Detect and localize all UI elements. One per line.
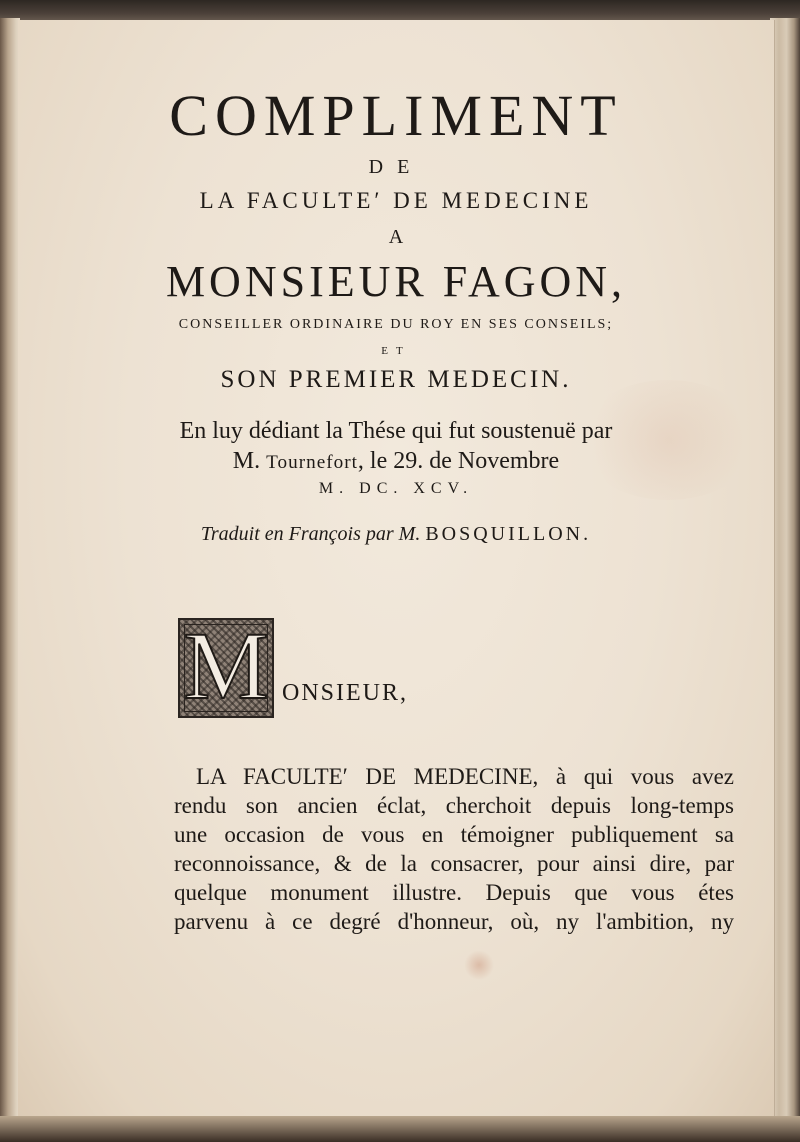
title-conseiller: CONSEILLER ORDINAIRE DU ROY EN SES CONSEILS; [178,317,614,332]
title-recipient: MONSIEUR FAGON, [165,257,627,306]
body-paragraph [174,762,734,936]
body-line-5: quelque monument illustre. Depuis que vous étes [174,880,734,905]
page-stain [464,950,494,980]
body-line-4: reconnoissance, & de la consacrer, pour ainsi dire, par [174,851,734,876]
book-bottom-shadow [0,1116,800,1142]
book-binding-top [0,0,800,22]
body-line-3: une occasion de vous en témoigner publiquement sa [174,822,734,847]
ornamental-drop-cap [178,612,274,719]
dedication-line-1: En luy dédiant la Thése qui fut soustenuë par [179,418,613,444]
title-a: A [388,226,404,248]
translation-italic: Traduit en François par M. [200,523,421,545]
dedication-name: Tournefort [266,452,358,473]
body-line-1: LA FACULTEʹ DE MEDECINE, à qui vous avez [196,764,734,789]
translation-credit [18,523,774,546]
drop-cap-letter: M [183,612,269,719]
title-de: DE [368,156,424,178]
title-et: ET [381,345,411,357]
book-page [18,20,775,1116]
translator-name: BOSQUILLON. [425,523,592,545]
title-premier-medecin: SON PREMIER MEDECIN. [220,366,572,393]
salutation-text: ONSIEUR, [282,680,409,706]
left-page-edge [0,18,20,1142]
dedication-line-2 [18,448,774,475]
body-line-6: parvenu à ce degré d'honneur, où, ny l'ambition, ny [174,909,734,934]
title-faculte: LA FACULTEʹ DE MEDECINE [199,188,593,213]
dedication-suffix: , le 29. de Novembre [357,448,560,474]
title-compliment: COMPLIMENT [169,83,623,148]
body-line-2: rendu son ancien éclat, cherchoit depuis long-temps [174,793,734,818]
dedication-prefix: M. [232,448,267,474]
dedication-date: M. DC. XCV. [318,480,474,497]
